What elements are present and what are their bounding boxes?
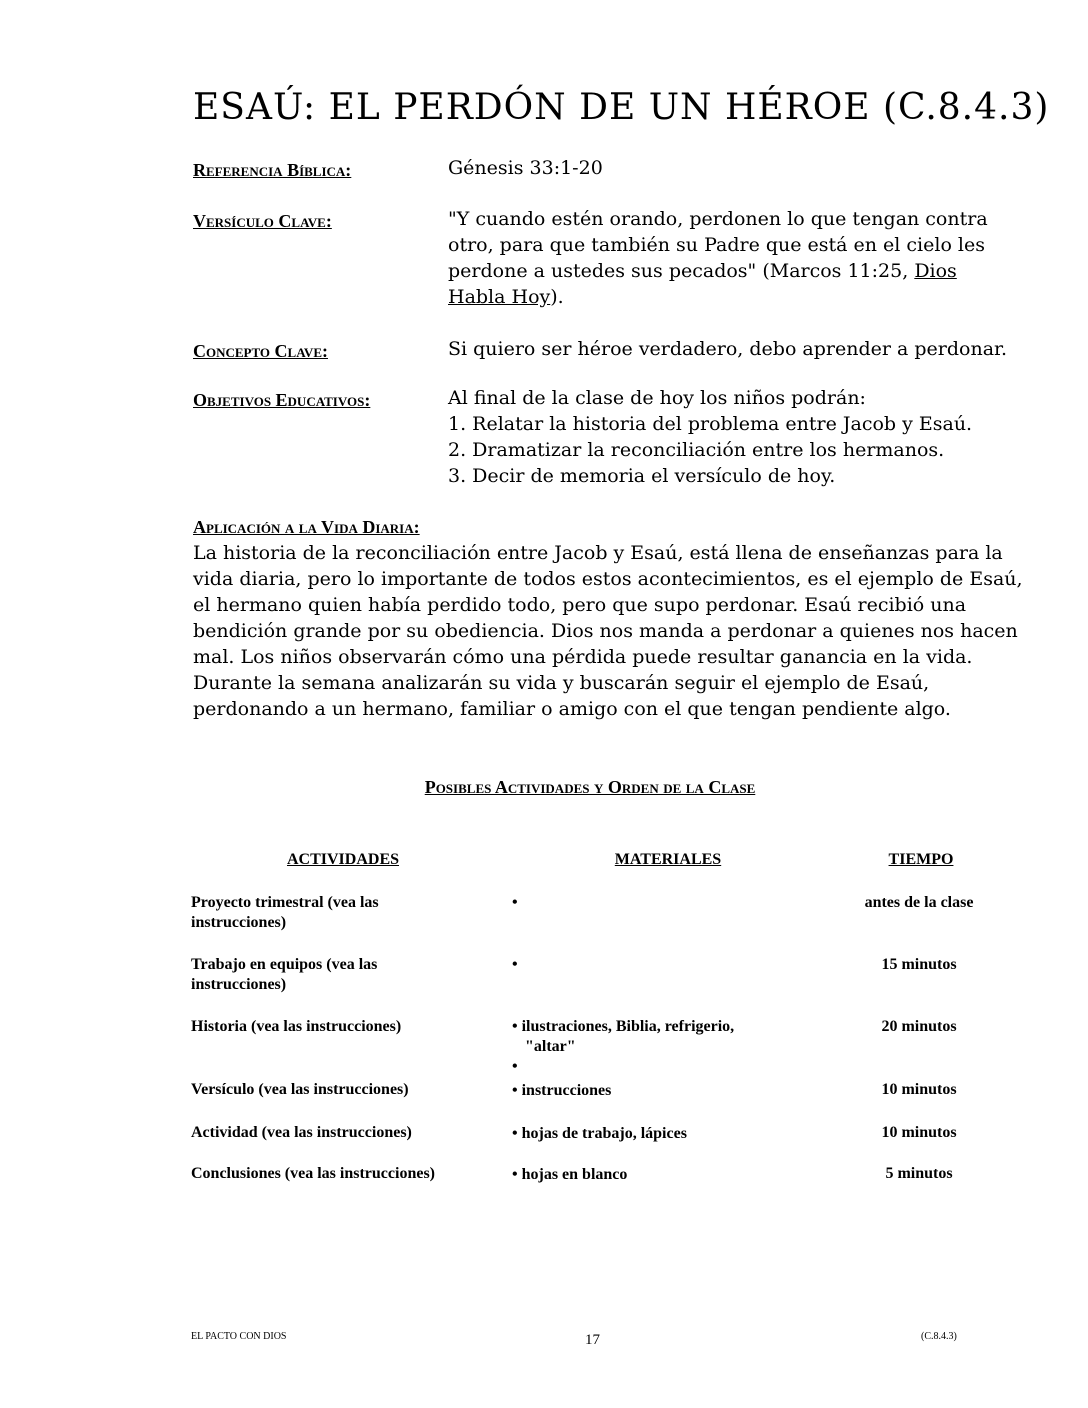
versiculo-value [448,206,1008,310]
versiculo-line-2: otro, para que también su Padre que está en el cielo les [448,234,986,256]
objetivos-intro: Al final de la clase de hoy los niños podrán: [448,387,866,409]
section-title: Posibles Actividades y Orden de la Clase [424,777,756,797]
table-row-tiempo: antes de la clase [864,894,974,911]
referencia-value [448,155,1008,181]
aplicacion-line: mal. Los niños observarán cómo una pérdida puede resultar ganancia en la vida. [193,646,973,668]
table-row-materiales [512,1165,812,1185]
aplicacion-line: bendición grande por su obediencia. Dios nos manda a perdonar a quienes nos hacen [193,620,1018,642]
aplicacion-line: el hermano quien había perdido todo, pero que supo perdonar. Esaú recibió una [193,594,967,616]
versiculo-line-4-text: ). [550,286,564,308]
table-row-tiempo: 10 minutos [881,1081,957,1098]
referencia-label: Referencia Bíblica: [193,160,352,180]
objetivo-item: 1. Relatar la historia del problema entre Jacob y Esaú. [448,413,973,435]
table-row-tiempo: 20 minutos [881,1018,957,1035]
concepto-text: Si quiero ser héroe verdadero, debo aprender a perdonar. [448,338,1008,360]
aplicacion-line: vida diaria, pero lo importante de todos estos acontecimientos, es el ejemplo de Esaú, [193,568,1023,590]
table-row-materiales [512,955,812,975]
material-item: • instrucciones [512,1082,612,1099]
material-item-continued: "altar" [525,1038,576,1055]
footer-book-title: EL PACTO CON DIOS [191,1331,287,1342]
versiculo-line-1: "Y cuando estén orando, perdonen lo que tengan contra [448,208,988,230]
material-item: • [512,894,518,911]
table-row-actividad: Conclusiones (vea las instrucciones) [191,1165,435,1182]
col-header-materiales: MATERIALES [614,851,722,868]
table-row-tiempo: 5 minutos [885,1165,953,1182]
versiculo-line-4 [448,284,1008,310]
table-row-materiales [512,1017,812,1077]
aplicacion-label: Aplicación a la Vida Diaria: [193,517,420,537]
objetivo-item: 2. Dramatizar la reconciliación entre los hermanos. [448,439,945,461]
bible-version-link-part1: Dios [914,260,957,282]
objetivo-item: 3. Decir de memoria el versículo de hoy. [448,465,836,487]
concepto-label: Concepto Clave: [193,341,328,361]
table-row-actividad: Actividad (vea las instrucciones) [191,1124,412,1141]
versiculo-label: Versículo Clave: [193,211,332,231]
aplicacion-line: La historia de la reconciliación entre Jacob y Esaú, está llena de enseñanzas para la [193,542,1003,564]
table-row-materiales [512,1124,812,1144]
table-row-tiempo: 10 minutos [881,1124,957,1141]
page-number: 17 [585,1332,600,1348]
material-item: • hojas de trabajo, lápices [512,1125,687,1142]
versiculo-line-3 [448,258,1008,284]
table-row-actividad: Trabajo en equipos (vea las instrucciones) [191,956,378,993]
table-row-tiempo: 15 minutos [881,956,957,973]
material-item: • ilustraciones, Biblia, refrigerio, [512,1018,735,1035]
page-title: ESAÚ: EL PERDÓN DE UN HÉROE (C.8.4.3) [193,87,1050,128]
material-item: • [512,1058,518,1075]
table-row-materiales [512,1081,812,1101]
aplicacion-paragraph [193,540,1033,722]
versiculo-line-3-text: perdone a ustedes sus pecados" (Marcos 11:25, [448,260,915,282]
table-row-materiales [512,893,812,913]
aplicacion-line: Durante la semana analizarán su vida y buscarán seguir el ejemplo de Esaú, [193,672,930,694]
col-header-tiempo: TIEMPO [888,851,954,868]
material-item: • [512,956,518,973]
table-row-actividad: Proyecto trimestral (vea las instrucciones) [191,894,379,931]
table-row-actividad: Versículo (vea las instrucciones) [191,1081,409,1098]
objetivos-label: Objetivos Educativos: [193,390,371,410]
objetivos-list [448,385,1008,489]
concepto-value [448,336,1008,362]
col-header-actividades: ACTIVIDADES [286,851,400,868]
referencia-text: Génesis 33:1-20 [448,157,603,179]
table-row-actividad: Historia (vea las instrucciones) [191,1018,402,1035]
bible-version-link-part2: Habla Hoy [448,286,551,308]
material-item: • hojas en blanco [512,1166,628,1183]
aplicacion-line: perdonando a un hermano, familiar o amigo con el que tengan pendiente algo. [193,698,951,720]
footer-lesson-code: (C.8.4.3) [921,1331,957,1342]
